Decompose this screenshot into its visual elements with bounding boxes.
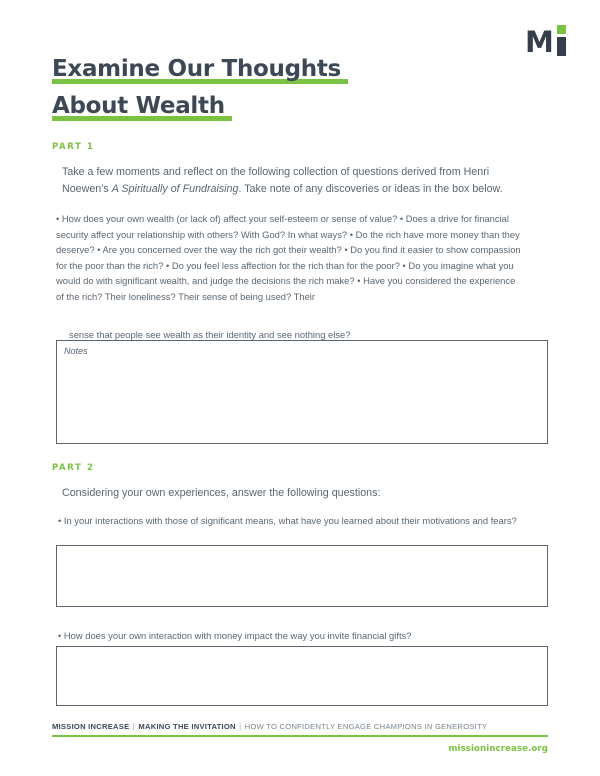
- part-2-intro: Considering your own experiences, answer the following questions:: [62, 487, 381, 499]
- part-2-answer-1-input[interactable]: [56, 545, 548, 607]
- part-1-label: PART 1: [52, 142, 95, 152]
- page-title: [52, 54, 472, 128]
- page-title-line-1: [52, 54, 472, 84]
- part-2-answer-2-input[interactable]: [56, 646, 548, 706]
- logo-letter-i-stem: [557, 37, 566, 56]
- footer-section: MAKING THE INVITATION: [138, 722, 236, 731]
- part-2-question-1: • In your interactions with those of significant means, what have you learned about their motivations and fears?: [58, 515, 517, 526]
- mission-increase-logo: [525, 22, 569, 59]
- part-2-label: PART 2: [52, 463, 95, 473]
- part-1-question-list: • How does your own wealth (or lack of) affect your self-esteem or sense of value? • Does a drive for financial security affect your relationship with others? With God? In what ways? • Do the rich have more money than they deserve? • Are you concerned over the way the rich got their wealth? • Do you find it easier to show compassion for the poor than the rich? • Do you feel less affection for the rich than for the poor? • Do you imagine what you would do with significant wealth, and judge the decisions the rich make? • Have you considered the experience of the rich? Their loneliness? Their sense of being used? Their: [56, 213, 521, 302]
- part-1-intro-book-title: A Spiritually of Fundraising: [111, 182, 239, 195]
- notes-label: Notes: [64, 346, 88, 356]
- part-1-intro-text-after: . Take note of any discoveries or ideas in the box below.: [238, 182, 503, 195]
- notes-input[interactable]: [56, 340, 548, 444]
- footer-breadcrumb: [52, 722, 548, 731]
- part-2-question-2: • How does your own interaction with money impact the way you invite financial gifts?: [58, 630, 412, 641]
- page-title-line-1-text: Examine Our Thoughts: [52, 56, 341, 82]
- footer-url[interactable]: missionincrease.org: [448, 744, 548, 754]
- part-1-intro-text-before: Take a few moments and reflect on the following collection of questions derived from Henri Noewen’s: [62, 166, 490, 195]
- footer-subtitle: HOW TO CONFIDENTLY ENGAGE CHAMPIONS IN GENEROSITY: [244, 722, 488, 731]
- page-footer: [52, 722, 548, 754]
- footer-separator-1: |: [132, 722, 136, 731]
- footer-separator-2: |: [239, 722, 242, 731]
- page-title-line-2-text: About Wealth: [52, 93, 225, 119]
- part-1-intro: [62, 164, 530, 197]
- page-title-line-2: [52, 91, 472, 121]
- footer-brand: MISSION INCREASE: [52, 722, 130, 731]
- logo-letter-m: M: [525, 25, 553, 59]
- part-1-question-list-continued: sense that people see wealth as their identity and see nothing else?: [69, 329, 351, 340]
- footer-divider: [52, 735, 548, 737]
- logo-dot-icon: [557, 25, 566, 34]
